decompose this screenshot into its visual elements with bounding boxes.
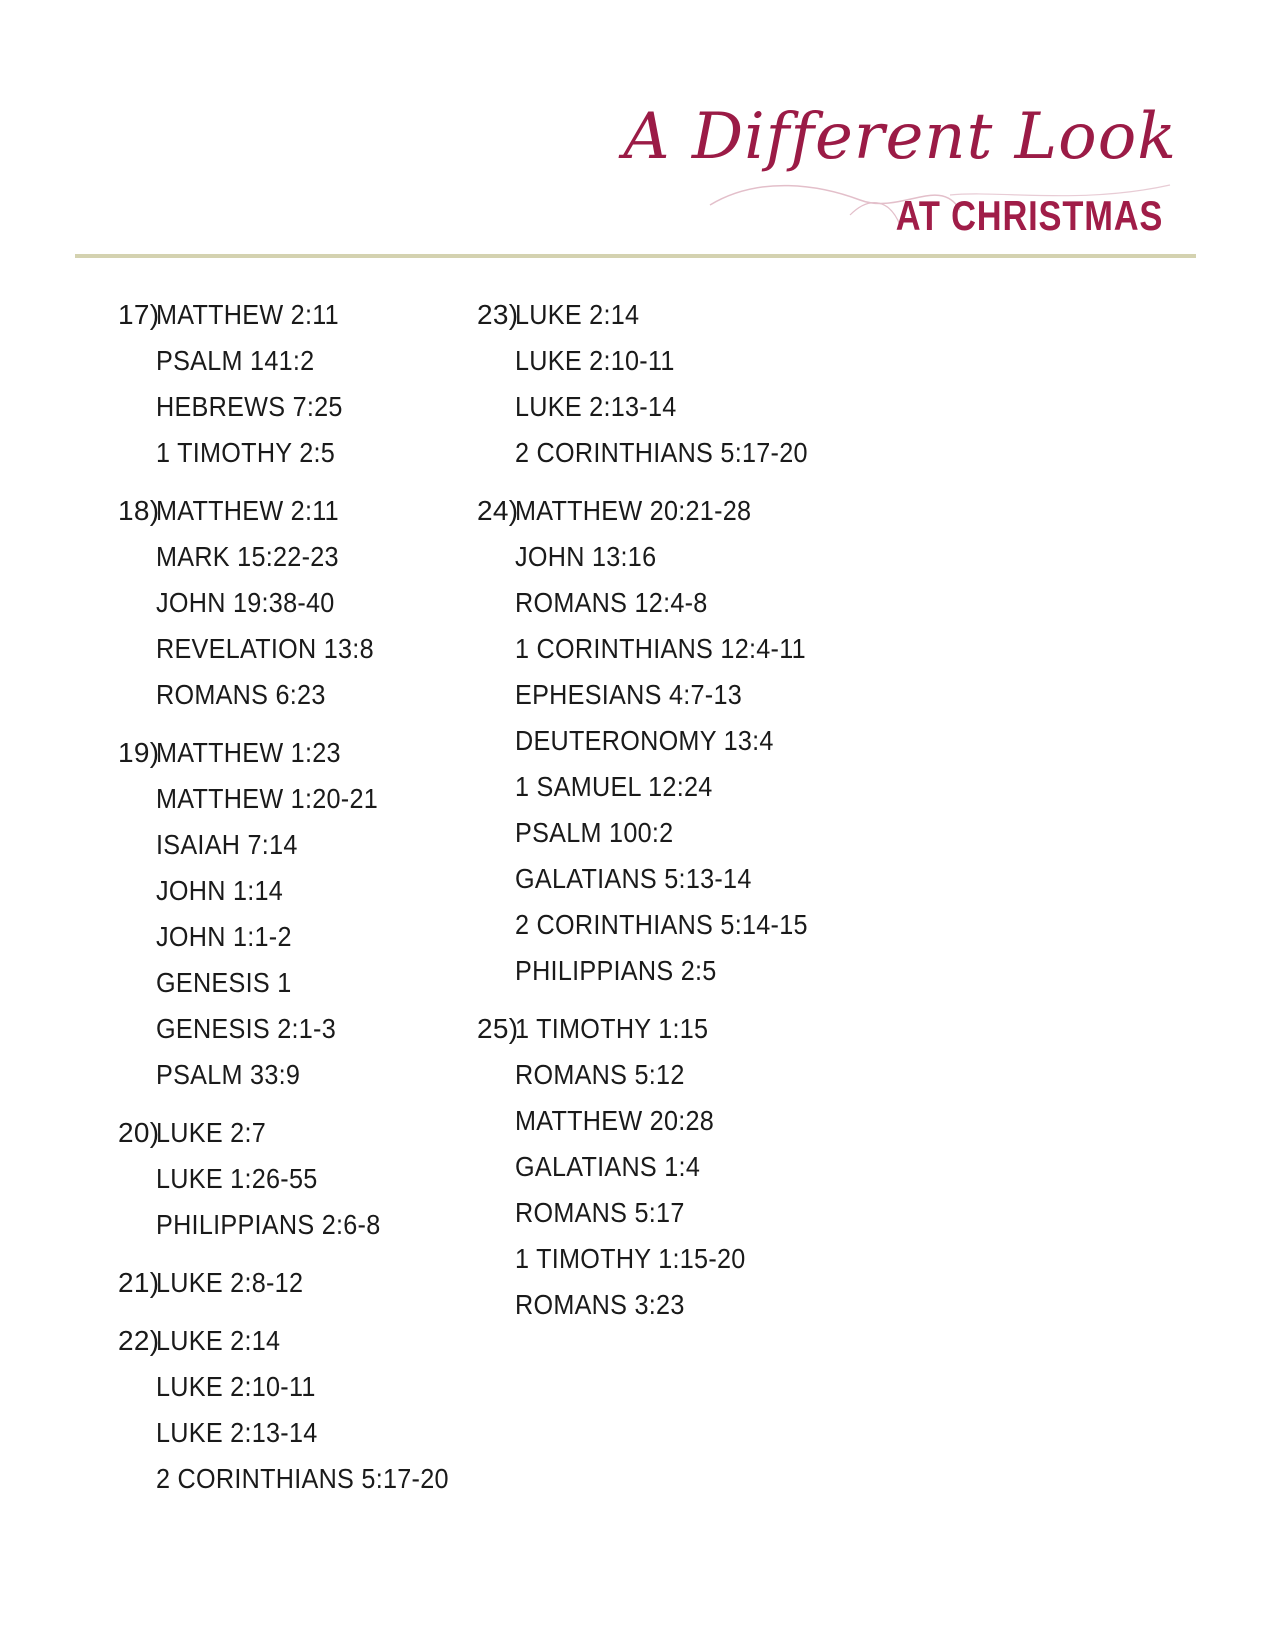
entry-line bbox=[477, 626, 840, 672]
entry-line bbox=[118, 626, 481, 672]
entry-line bbox=[118, 672, 481, 718]
scripture-ref: MATTHEW 1:20-21 bbox=[156, 783, 379, 814]
reading-entry-24 bbox=[477, 488, 840, 994]
entry-line bbox=[477, 948, 840, 994]
entry-line bbox=[118, 730, 481, 776]
reading-entry-20 bbox=[118, 1110, 481, 1248]
scripture-ref: MATTHEW 20:28 bbox=[515, 1105, 715, 1136]
entry-line bbox=[118, 338, 481, 384]
entry-line bbox=[477, 1052, 840, 1098]
entry-line bbox=[118, 534, 481, 580]
scripture-ref: GALATIANS 1:4 bbox=[515, 1151, 701, 1182]
entry-line bbox=[477, 430, 840, 476]
day-number: 19) bbox=[118, 737, 160, 768]
scripture-ref: MARK 15:22-23 bbox=[156, 541, 339, 572]
day-number: 17) bbox=[118, 299, 160, 330]
entry-line bbox=[118, 1364, 481, 1410]
entry-line bbox=[477, 672, 840, 718]
entry-line bbox=[118, 1110, 481, 1156]
entry-line bbox=[118, 1052, 481, 1098]
entry-line bbox=[477, 810, 840, 856]
scripture-ref: MATTHEW 20:21-28 bbox=[515, 495, 752, 526]
scripture-ref: PHILIPPIANS 2:5 bbox=[515, 955, 717, 986]
reading-entry-21 bbox=[118, 1260, 481, 1306]
scripture-ref: LUKE 2:13-14 bbox=[156, 1417, 318, 1448]
scripture-ref: 1 TIMOTHY 1:15-20 bbox=[515, 1243, 746, 1274]
scripture-ref: PSALM 141:2 bbox=[156, 345, 315, 376]
day-number: 20) bbox=[118, 1117, 160, 1148]
scripture-ref: GALATIANS 5:13-14 bbox=[515, 863, 752, 894]
scripture-ref: 2 CORINTHIANS 5:17-20 bbox=[156, 1463, 449, 1494]
scripture-ref: ISAIAH 7:14 bbox=[156, 829, 298, 860]
scripture-ref: JOHN 1:1-2 bbox=[156, 921, 292, 952]
entry-line bbox=[477, 1098, 840, 1144]
entry-line bbox=[477, 856, 840, 902]
scripture-ref: LUKE 2:14 bbox=[515, 299, 640, 330]
scripture-ref: ROMANS 3:23 bbox=[515, 1289, 685, 1320]
entry-line bbox=[118, 822, 481, 868]
entry-line bbox=[477, 292, 840, 338]
entry-line bbox=[477, 1190, 840, 1236]
entry-line bbox=[477, 718, 840, 764]
day-number: 24) bbox=[477, 495, 519, 526]
scripture-ref: ROMANS 12:4-8 bbox=[515, 587, 708, 618]
reading-list-right-column bbox=[477, 292, 840, 1340]
scripture-ref: JOHN 19:38-40 bbox=[156, 587, 335, 618]
entry-line bbox=[118, 488, 481, 534]
day-number: 23) bbox=[477, 299, 519, 330]
entry-line bbox=[118, 868, 481, 914]
scripture-ref: MATTHEW 2:11 bbox=[156, 299, 339, 330]
reading-entry-17 bbox=[118, 292, 481, 476]
scripture-ref: MATTHEW 1:23 bbox=[156, 737, 341, 768]
scripture-ref: LUKE 2:8-12 bbox=[156, 1267, 304, 1298]
logo-script-title: A Different Look bbox=[623, 100, 1177, 174]
scripture-ref: 1 TIMOTHY 1:15 bbox=[515, 1013, 709, 1044]
entry-line bbox=[118, 1156, 481, 1202]
scripture-ref: PSALM 33:9 bbox=[156, 1059, 301, 1090]
entry-line bbox=[118, 384, 481, 430]
scripture-ref: ROMANS 6:23 bbox=[156, 679, 326, 710]
day-number: 22) bbox=[118, 1325, 160, 1356]
day-number: 25) bbox=[477, 1013, 519, 1044]
scripture-ref: GENESIS 1 bbox=[156, 967, 292, 998]
scripture-ref: ROMANS 5:17 bbox=[515, 1197, 685, 1228]
scripture-ref: 1 CORINTHIANS 12:4-11 bbox=[515, 633, 806, 664]
reading-entry-19 bbox=[118, 730, 481, 1098]
entry-line bbox=[477, 902, 840, 948]
entry-line bbox=[118, 430, 481, 476]
scripture-ref: PSALM 100:2 bbox=[515, 817, 674, 848]
entry-line bbox=[477, 1144, 840, 1190]
scripture-ref: HEBREWS 7:25 bbox=[156, 391, 343, 422]
scripture-ref: PHILIPPIANS 2:6-8 bbox=[156, 1209, 381, 1240]
scripture-ref: LUKE 1:26-55 bbox=[156, 1163, 318, 1194]
entry-line bbox=[477, 764, 840, 810]
scripture-ref: LUKE 2:10-11 bbox=[156, 1371, 316, 1402]
scripture-ref: LUKE 2:7 bbox=[156, 1117, 267, 1148]
scripture-ref: LUKE 2:13-14 bbox=[515, 391, 677, 422]
scripture-ref: 2 CORINTHIANS 5:14-15 bbox=[515, 909, 808, 940]
day-number: 18) bbox=[118, 495, 160, 526]
entry-line bbox=[477, 1006, 840, 1052]
entry-line bbox=[477, 534, 840, 580]
entry-line bbox=[118, 914, 481, 960]
scripture-ref: MATTHEW 2:11 bbox=[156, 495, 339, 526]
entry-line bbox=[118, 1410, 481, 1456]
scripture-ref: EPHESIANS 4:7-13 bbox=[515, 679, 743, 710]
entry-line bbox=[477, 488, 840, 534]
entry-line bbox=[118, 1202, 481, 1248]
scripture-ref: GENESIS 2:1-3 bbox=[156, 1013, 336, 1044]
entry-line bbox=[477, 580, 840, 626]
entry-line bbox=[118, 1318, 481, 1364]
scripture-ref: LUKE 2:10-11 bbox=[515, 345, 675, 376]
header-divider bbox=[75, 254, 1196, 258]
reading-entry-23 bbox=[477, 292, 840, 476]
entry-line bbox=[118, 1456, 481, 1502]
entry-line bbox=[118, 1006, 481, 1052]
entry-line bbox=[477, 1236, 840, 1282]
reading-list-left-column bbox=[118, 292, 481, 1514]
entry-line bbox=[477, 338, 840, 384]
entry-line bbox=[118, 960, 481, 1006]
day-number: 21) bbox=[118, 1267, 160, 1298]
scripture-ref: JOHN 1:14 bbox=[156, 875, 284, 906]
entry-line bbox=[118, 1260, 481, 1306]
scripture-ref: DEUTERONOMY 13:4 bbox=[515, 725, 774, 756]
scripture-ref: 2 CORINTHIANS 5:17-20 bbox=[515, 437, 808, 468]
entry-line bbox=[477, 384, 840, 430]
logo-subtitle: AT CHRISTMAS bbox=[895, 192, 1163, 239]
scripture-ref: REVELATION 13:8 bbox=[156, 633, 374, 664]
entry-line bbox=[118, 292, 481, 338]
entry-line bbox=[118, 776, 481, 822]
reading-entry-18 bbox=[118, 488, 481, 718]
scripture-ref: 1 SAMUEL 12:24 bbox=[515, 771, 713, 802]
entry-line bbox=[477, 1282, 840, 1328]
scripture-ref: LUKE 2:14 bbox=[156, 1325, 281, 1356]
entry-line bbox=[118, 580, 481, 626]
page-header bbox=[0, 0, 1275, 260]
scripture-ref: ROMANS 5:12 bbox=[515, 1059, 685, 1090]
scripture-ref: JOHN 13:16 bbox=[515, 541, 657, 572]
reading-entry-25 bbox=[477, 1006, 840, 1328]
reading-entry-22 bbox=[118, 1318, 481, 1502]
scripture-ref: 1 TIMOTHY 2:5 bbox=[156, 437, 336, 468]
